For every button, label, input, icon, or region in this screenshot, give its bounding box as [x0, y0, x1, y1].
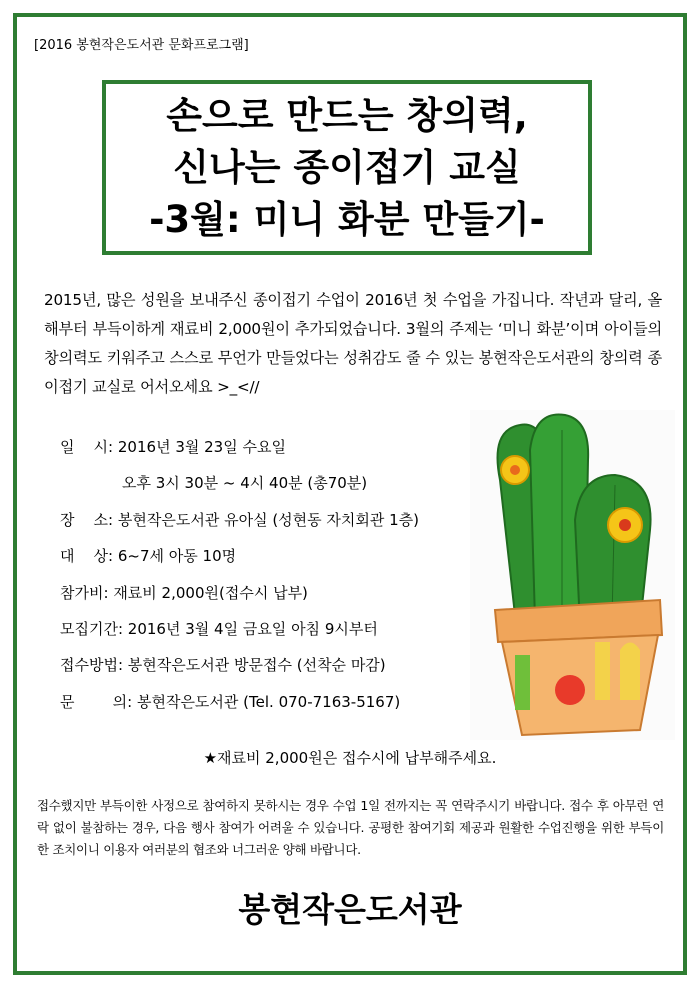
detail-time	[122, 472, 367, 493]
title-line-2: 신나는 종이접기 교실	[173, 145, 521, 189]
contact-value: 봉현작은도서관 (Tel. 070-7163-5167)	[136, 693, 401, 711]
library-name-footer: 봉현작은도서관	[238, 890, 462, 929]
recruit-value: 2016년 3월 4일 금요일 아침 9시부터	[127, 620, 378, 638]
detail-contact	[60, 691, 400, 712]
place-label: 장 소:	[60, 511, 114, 529]
title-box	[102, 80, 592, 255]
recruit-label: 모집기간:	[60, 620, 124, 638]
intro-paragraph: 2015년, 많은 성원을 보내주신 종이접기 수업이 2016년 첫 수업을 가집니다. 작년과 달리, 올해부터 부득이하게 재료비 2,000원이 추가되었습니다. 3월의 주제는 ‘미니 화분’이며 아이들의 창의력도 키워주고 스스로 무언가 만들었다는 성취감도 줄 수 있는 봉현작은도서관의 창의력 종이접기 교실로 어서오세요 >_<//	[44, 291, 662, 396]
date-label: 일 시:	[60, 438, 114, 456]
apply-label: 접수방법:	[60, 656, 124, 674]
detail-fee	[60, 582, 308, 603]
date-value: 2016년 3월 23일 수요일	[117, 438, 286, 456]
program-tag: [2016 봉현작은도서관 문화프로그램]	[34, 38, 249, 53]
detail-recruit	[60, 618, 378, 639]
title-line-1: 손으로 만드는 창의력,	[166, 93, 528, 137]
place-value: 봉현작은도서관 유아실 (성현동 자치회관 1층)	[117, 511, 420, 529]
detail-target	[60, 545, 236, 566]
contact-label: 문 의:	[60, 693, 133, 711]
fee-label: 참가비:	[60, 584, 109, 602]
target-label: 대 상:	[60, 547, 114, 565]
cactus-pot-image	[470, 410, 675, 740]
cancellation-notice: 접수했지만 부득이한 사정으로 참여하지 못하시는 경우 수업 1일 전까지는 꼭 연락주시기 바랍니다. 접수 후 아무런 연락 없이 불참하는 경우, 다음 행사 참여가 어려울 수 있습니다. 공평한 참여기회 제공과 원활한 수업진행을 위한 부득이한 조치이니 이용자 여러분의 협조와 너그러운 양해 바랍니다.	[37, 798, 664, 857]
fee-value: 재료비 2,000원(접수시 납부)	[113, 584, 308, 602]
apply-value: 봉현작은도서관 방문접수 (선착순 마감)	[127, 656, 386, 674]
detail-place	[60, 509, 419, 530]
target-value: 6~7세 아동 10명	[117, 547, 237, 565]
title-line-3: -3월: 미니 화분 만들기-	[149, 197, 545, 241]
detail-apply	[60, 654, 386, 675]
time-value: 오후 3시 30분 ~ 4시 40분 (총70분)	[122, 474, 368, 492]
detail-date	[60, 436, 286, 457]
fee-note: ★재료비 2,000원은 접수시에 납부해주세요.	[203, 749, 497, 767]
